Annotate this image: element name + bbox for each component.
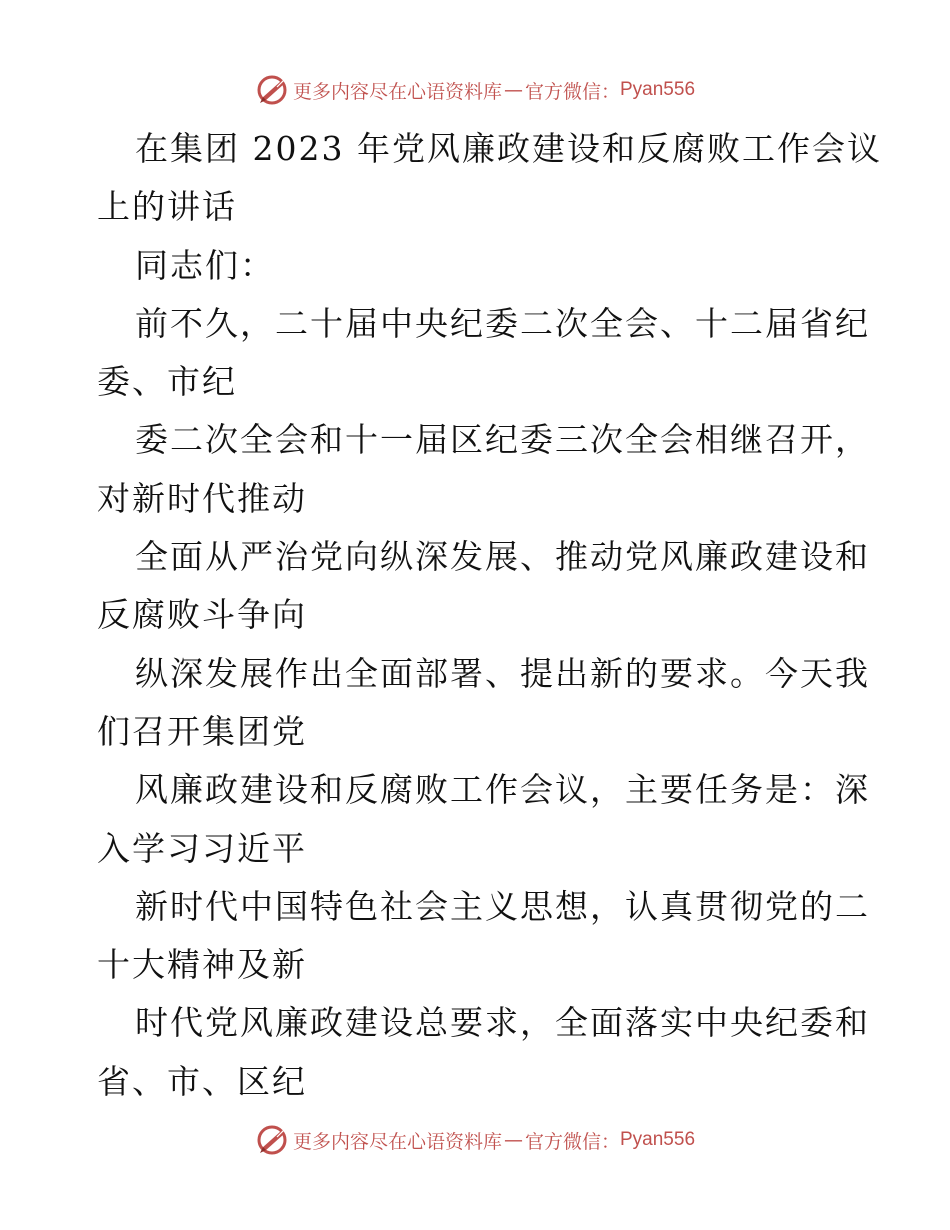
footer-banner — [0, 1122, 950, 1158]
banner-main-text: 更多内容尽在心语资料库 — [292, 1130, 502, 1153]
paragraph-line: 时代党风廉政建设总要求，全面落实中央纪委和 — [135, 1003, 870, 1043]
banner-wechat-label: 官方微信： — [524, 80, 620, 103]
paragraph-line: 全面从严治党向纵深发展、推动党风廉政建设和 — [135, 537, 870, 577]
pen-circle-logo-icon — [255, 1123, 289, 1157]
banner-wechat-id: Pyan556 — [620, 79, 696, 100]
header-banner — [0, 72, 950, 108]
paragraph-line: 反腐败斗争向 — [97, 595, 307, 635]
title-line-2: 上的讲话 — [97, 187, 237, 227]
paragraph-line: 纵深发展作出全面部署、提出新的要求。今天我 — [135, 653, 870, 693]
paragraph-line: 十大精神及新 — [97, 945, 307, 985]
paragraph-line: 对新时代推动 — [97, 478, 307, 518]
banner-wechat-label: 官方微信： — [524, 1130, 620, 1153]
banner-main-text: 更多内容尽在心语资料库 — [292, 80, 502, 103]
paragraph-line: 前不久，二十届中央纪委二次全会、十二届省纪 — [135, 303, 870, 343]
paragraph-line: 委、市纪 — [97, 362, 237, 402]
paragraph-line: 们召开集团党 — [97, 711, 307, 751]
document-body — [97, 120, 882, 1111]
pen-circle-logo-icon — [255, 73, 289, 107]
banner-wechat-id: Pyan556 — [620, 1129, 696, 1150]
salutation: 同志们： — [135, 245, 275, 285]
paragraph-line: 入学习习近平 — [97, 828, 307, 868]
paragraph-line: 新时代中国特色社会主义思想，认真贯彻党的二 — [135, 886, 870, 926]
paragraph-line: 省、市、区纪 — [97, 1061, 307, 1101]
banner-separator: — — [503, 1129, 523, 1151]
paragraph-line: 委二次全会和十一届区纪委三次全会相继召开， — [135, 420, 870, 460]
paragraph-line: 风廉政建设和反腐败工作会议，主要任务是：深 — [135, 770, 870, 810]
title-line-1: 在集团 2023 年党风廉政建设和反腐败工作会议 — [135, 129, 882, 168]
banner-separator: — — [503, 79, 523, 101]
